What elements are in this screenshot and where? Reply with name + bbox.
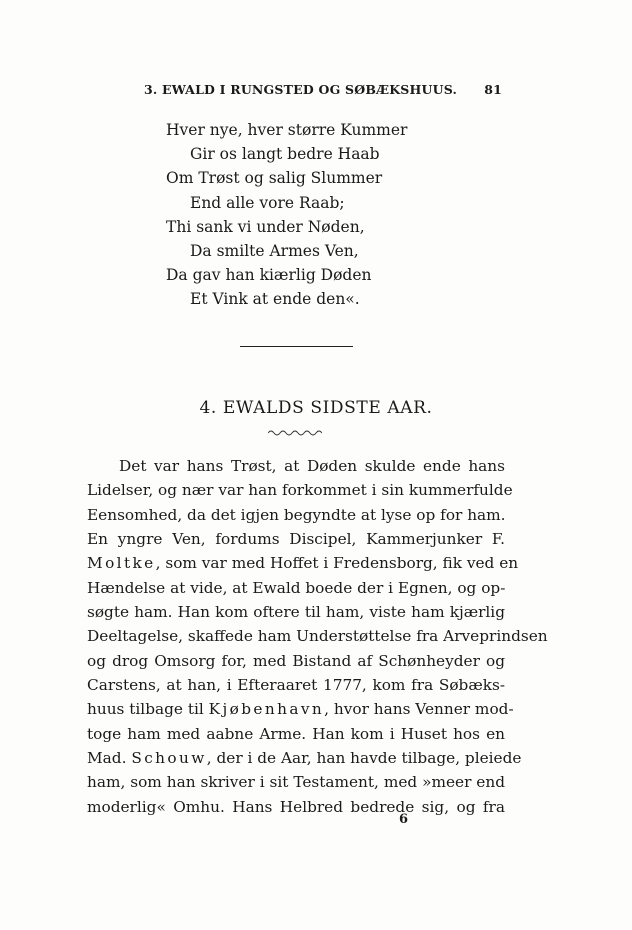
poem-line: End alle vore Raab;	[190, 193, 345, 212]
text-fragment: , der i de Aar, han havde tilbage, pleiede	[206, 749, 522, 768]
text-line: Deeltagelse, skaffede ham Understøttelse fra Arveprindsen	[87, 627, 548, 646]
text-line: Det var hans Trøst, at Døden skulde ende hans	[119, 457, 505, 475]
text-line: moderlig« Omhu. Hans Helbred bedrede sig, og fra	[87, 797, 505, 816]
text-line: Hændelse at vide, at Ewald boede der i Egnen, og op-	[87, 578, 506, 597]
text-line: ham, som han skriver i sit Testament, med »meer end	[87, 773, 505, 792]
text-line	[87, 697, 514, 721]
text-line: En yngre Ven, fordums Discipel, Kammerjunker F.	[87, 530, 505, 549]
text-line: Lidelser, og nær var han forkommet i sin kummerfulde	[87, 481, 513, 500]
page-number: 81	[484, 82, 502, 97]
text-line: Eensomhed, da det igjen begyndte at lyse op for ham.	[87, 505, 506, 524]
text-line: og drog Omsorg for, med Bistand af Schønheyder og	[87, 651, 505, 670]
text-line: toge ham med aabne Arme. Han kom i Huset hos en	[87, 724, 505, 743]
poem-stanza	[166, 118, 407, 312]
text-fragment: , hvor hans Venner mod-	[324, 700, 514, 719]
poem-line: Thi sank vi under Nøden,	[166, 217, 365, 236]
text-fragment: , som var med Hoffet i Fredensborg, fik ved en	[155, 554, 519, 573]
poem-line: Gir os langt bedre Haab	[190, 145, 380, 164]
running-title: 3. EWALD I RUNGSTED OG SØBÆKSHUUS.	[144, 82, 458, 97]
text-line	[87, 551, 519, 575]
poem-line: Hver nye, hver større Kummer	[166, 121, 408, 139]
text-fragment: huus tilbage til	[87, 700, 209, 719]
signature-mark: 6	[399, 812, 409, 827]
spaced-name: Moltke	[87, 554, 156, 573]
body-paragraph	[87, 454, 548, 819]
spaced-name: Kjøbenhavn	[208, 700, 325, 719]
spaced-name: Schouw	[131, 749, 207, 768]
running-header	[144, 82, 502, 97]
text-line: Carstens, at han, i Efteraaret 1777, kom fra Søbæks-	[87, 676, 505, 695]
text-line	[87, 746, 522, 770]
section-heading: 4. EWALDS SIDSTE AAR.	[199, 398, 433, 418]
text-line: søgte ham. Han kom oftere til ham, viste ham kjærlig	[87, 603, 505, 622]
poem-line: Et Vink at ende den«.	[190, 290, 360, 309]
poem-line: Om Trøst og salig Slummer	[166, 169, 383, 188]
section-divider-rule	[240, 346, 353, 347]
text-fragment: Mad.	[87, 749, 132, 768]
poem-line: Da gav han kiærlig Døden	[166, 266, 372, 285]
poem-line: Da smilte Armes Ven,	[190, 242, 359, 261]
wavy-ornament-icon	[268, 428, 322, 438]
